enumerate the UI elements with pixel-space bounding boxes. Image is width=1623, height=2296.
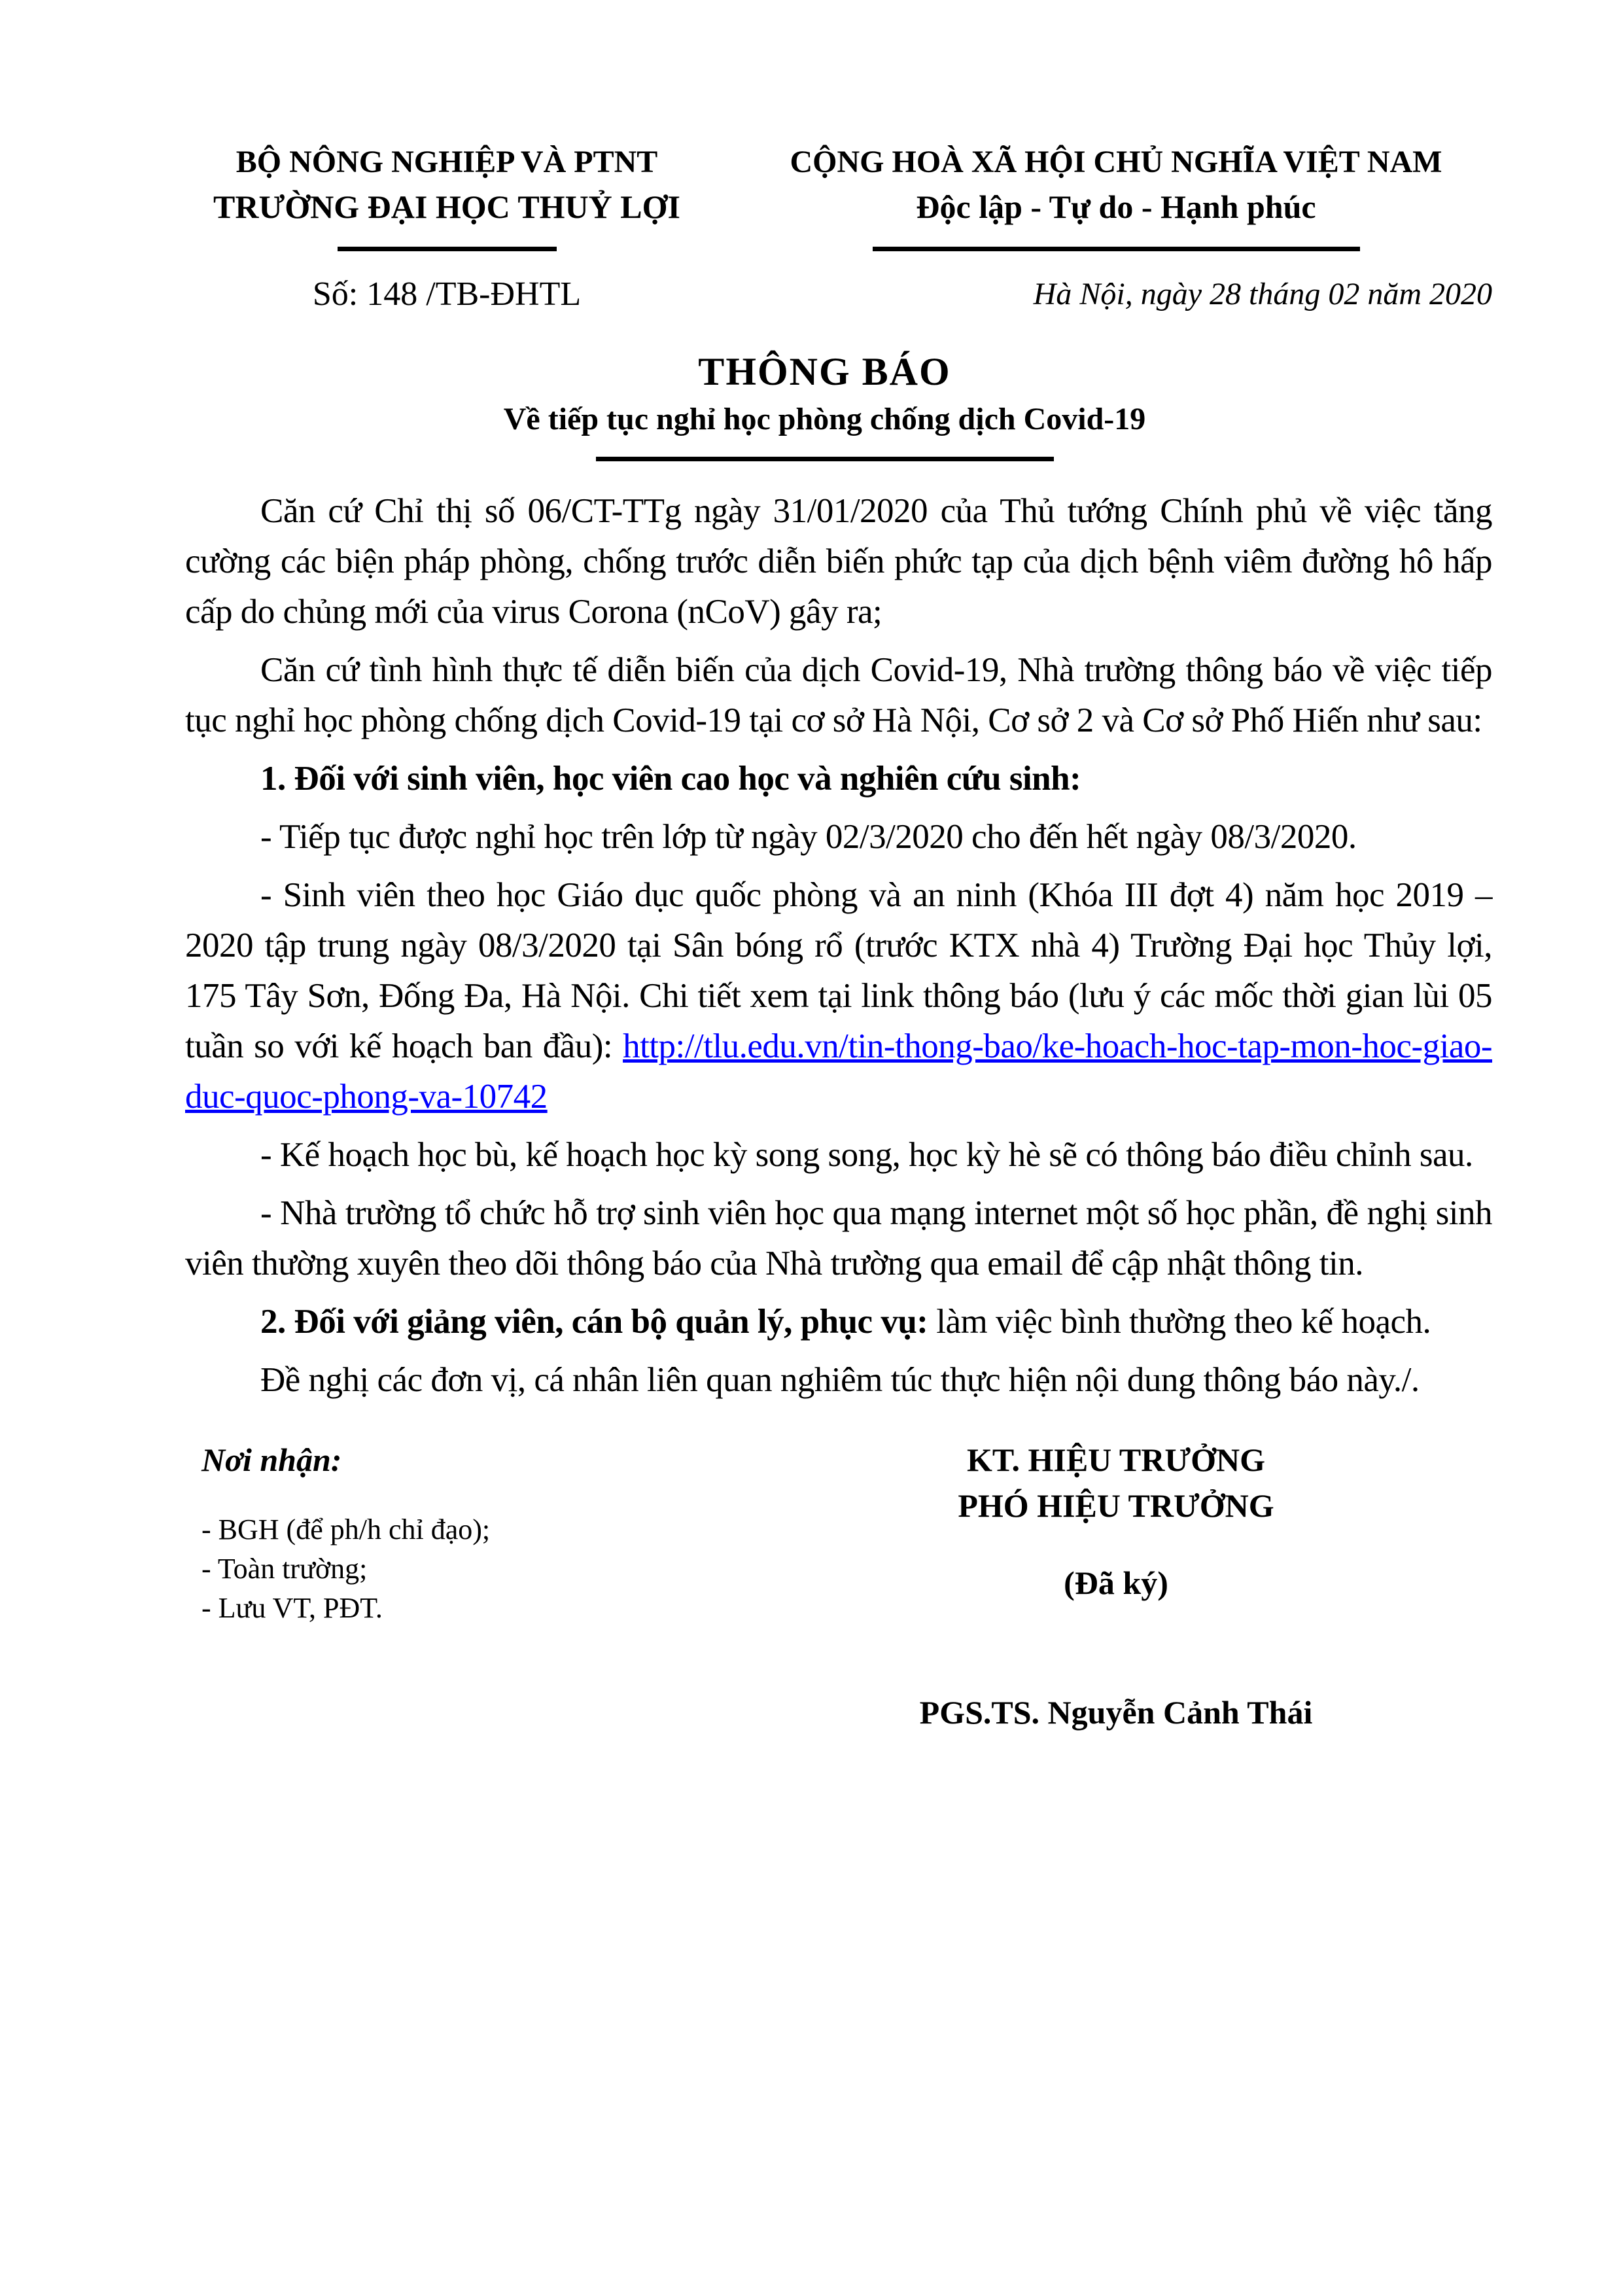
signature-block [740,1437,1492,1735]
recipient-item: - Lưu VT, PĐT. [201,1592,383,1624]
closing-paragraph: Đề nghị các đơn vị, cá nhân liên quan nghiêm túc thực hiện nội dung thông báo này./. [260,1361,1420,1399]
issuing-org-block [185,141,708,315]
document-title: THÔNG BÁO [698,350,951,393]
recipient-item: - Toàn trường; [201,1553,368,1585]
document-header [185,141,1492,315]
motto-divider-line [873,247,1360,251]
document-footer [185,1437,1492,1735]
national-header-block [740,141,1492,315]
signer-name: PGS.TS. Nguyễn Cảnh Thái [919,1694,1313,1731]
signer-title-line1: KT. HIỆU TRƯỞNG [966,1441,1266,1478]
paragraph-legal-basis-2: Căn cứ tình hình thực tế diễn biến của dịch Covid-19, Nhà trường thông báo về việc tiếp tục nghỉ học phòng chống dịch Covid-19 tại cơ sở Hà Nội, Cơ sở 2 và Cơ sở Phố Hiến như sau: [185,651,1492,739]
title-block [157,348,1492,461]
bullet-online-learning: - Nhà trường tổ chức hỗ trợ sinh viên học qua mạng internet một số học phần, đề nghị sinh viên thường xuyên theo dõi thông báo của Nhà trường qua email để cập nhật thông tin. [185,1194,1492,1282]
signer-title-line2: PHÓ HIỆU TRƯỞNG [958,1487,1274,1524]
document-number: Số: 148 /TB-ĐHTL [312,275,582,313]
university-name: TRƯỜNG ĐẠI HỌC THUỶ LỢI [213,188,680,225]
section-1-heading: 1. Đối với sinh viên, học viên cao học và nghiên cứu sinh: [260,760,1081,798]
bullet-break-dates: - Tiếp tục được nghỉ học trên lớp từ ngày 02/3/2020 cho đến hết ngày 08/3/2020. [260,818,1357,856]
national-title: CỘNG HOÀ XÃ HỘI CHỦ NGHĨA VIỆT NAM [790,145,1442,179]
recipients-block [185,1437,740,1735]
recipients-heading: Nơi nhận: [201,1441,342,1478]
place-date-line: Hà Nội, ngày 28 tháng 02 năm 2020 [1033,277,1492,311]
bullet-makeup-plan: - Kế hoạch học bù, kế hoạch học kỳ song song, học kỳ hè sẽ có thông báo điều chỉnh sau. [260,1136,1473,1174]
national-motto: Độc lập - Tự do - Hạnh phúc [916,188,1316,225]
document-subtitle: Về tiếp tục nghỉ học phòng chống dịch Covid-19 [503,402,1146,436]
org-divider-line [338,247,557,251]
signed-note: (Đã ký) [1064,1564,1168,1601]
bullet-national-defense-text: - Sinh viên theo học Giáo dục quốc phòng và an ninh (Khóa III đợt 4) năm học 2019 – 2020 tập trung ngày 08/3/2020 tại Sân bóng rổ (trước KTX nhà 4) Trường Đại học Thủy lợi, 175 Tây Sơn, Đống Đa, Hà Nội. Chi tiết xem tại link thông báo (lưu ý các mốc thời gian lùi 05 tuần so với kế hoạch ban đầu): [185,876,1492,1065]
document-body [185,486,1492,1405]
ministry-name: BỘ NÔNG NGHIỆP VÀ PTNT [236,145,658,179]
section-2-paragraph [185,1297,1492,1347]
paragraph-legal-basis-1: Căn cứ Chỉ thị số 06/CT-TTg ngày 31/01/2020 của Thủ tướng Chính phủ về việc tăng cường các biện pháp phòng, chống trước diễn biến phức tạp của dịch bệnh viêm đường hô hấp cấp do chủng mới của virus Corona (nCoV) gây ra; [185,492,1492,631]
section-2-heading: 2. Đối với giảng viên, cán bộ quản lý, phục vụ: [260,1303,928,1341]
announcement-link[interactable]: http://tlu.edu.vn/tin-thong-bao/ke-hoach-hoc-tap-mon-hoc-giao-duc-quoc-phong-va-10742 [185,1027,1492,1116]
bullet-national-defense-course [185,870,1492,1122]
recipient-item: - BGH (để ph/h chỉ đạo); [201,1513,491,1545]
section-2-text: làm việc bình thường theo kế hoạch. [928,1303,1431,1341]
title-divider-line [596,457,1054,461]
